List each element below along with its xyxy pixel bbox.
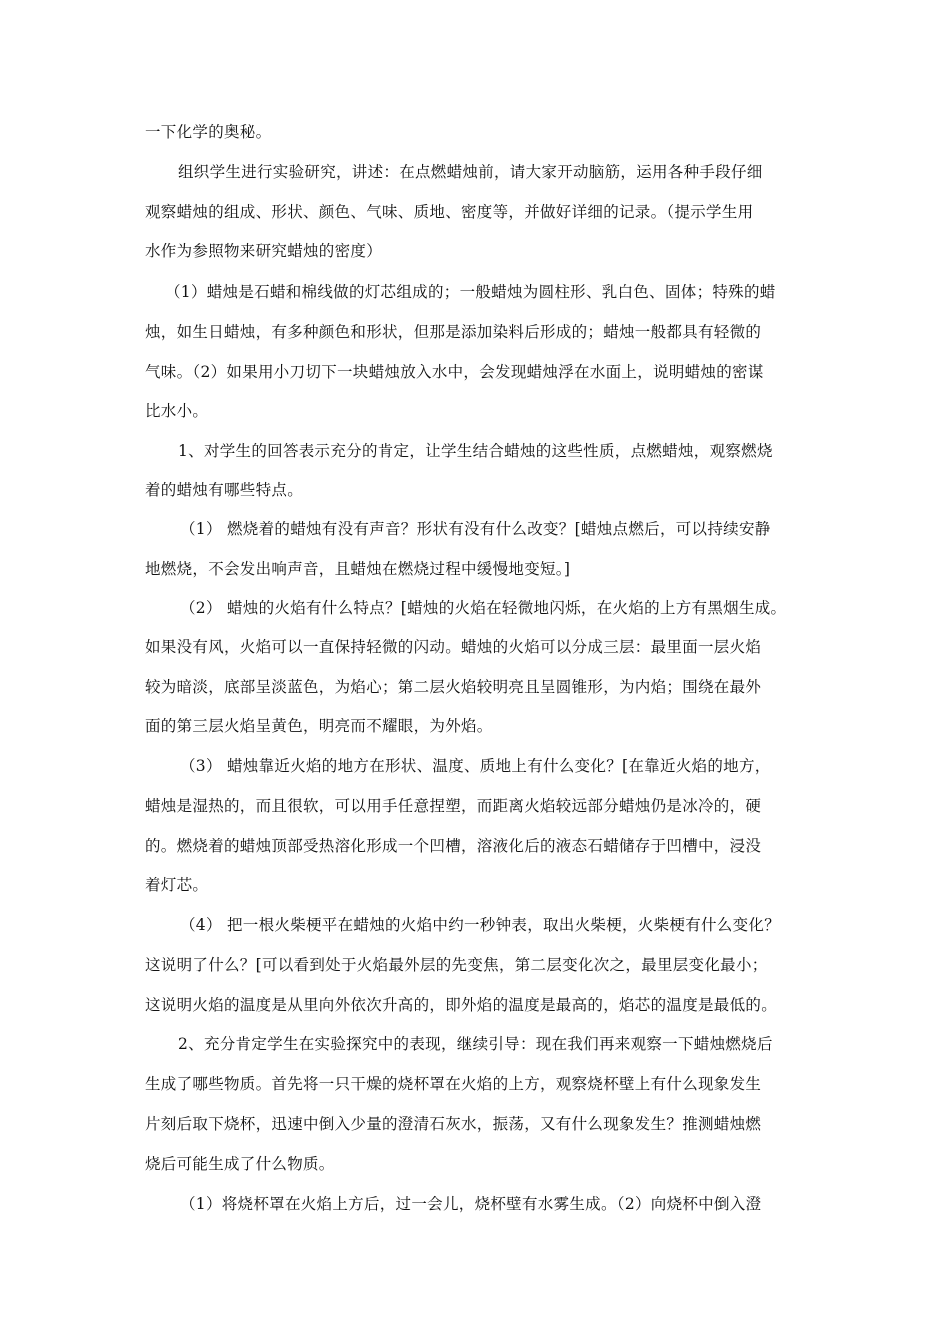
text-line: 这说明了什么？[可以看到处于火焰最外层的先变焦，第二层变化次之，最里层变化最小； bbox=[145, 956, 768, 974]
paragraph-start-line: 2、充分肯定学生在实验探究中的表现，继续引导：现在我们再来观察一下蜡烛燃烧后 bbox=[178, 1035, 773, 1053]
paragraph-start-line: （4） 把一根火柴梗平在蜡烛的火焰中约一秒钟表，取出火柴梗，火柴梗有什么变化？ bbox=[180, 916, 780, 934]
paragraph-start-line: 1、对学生的回答表示充分的肯定，让学生结合蜡烛的这些性质，点燃蜡烛，观察燃烧 bbox=[178, 442, 773, 460]
paragraph-start-line: （1）蜡烛是石蜡和棉线做的灯芯组成的；一般蜡烛为圆柱形、乳白色、固体；特殊的蜡 bbox=[165, 283, 776, 301]
text-line: 着灯芯。 bbox=[145, 876, 209, 894]
text-line: 如果没有风，火焰可以一直保持轻微的闪动。蜡烛的火焰可以分成三层：最里面一层火焰 bbox=[145, 638, 762, 656]
text-line: 生成了哪些物质。首先将一只干燥的烧杯罩在火焰的上方，观察烧杯壁上有什么现象发生 bbox=[145, 1075, 762, 1093]
paragraph-start-line: （1） 燃烧着的蜡烛有没有声音？形状有没有什么改变？[蜡烛点燃后，可以持续安静 bbox=[180, 520, 771, 538]
paragraph-start-line: （1）将烧杯罩在火焰上方后，过一会儿，烧杯壁有水雾生成。（2）向烧杯中倒入澄 bbox=[180, 1195, 762, 1213]
text-line: 烧后可能生成了什么物质。 bbox=[145, 1155, 335, 1173]
paragraph-start-line: （3） 蜡烛靠近火焰的地方在形状、温度、质地上有什么变化？[在靠近火焰的地方， bbox=[180, 757, 771, 775]
text-line: 观察蜡烛的组成、形状、颜色、气味、质地、密度等，并做好详细的记录。（提示学生用 bbox=[145, 203, 754, 221]
text-line: 烛，如生日蜡烛，有多种颜色和形状，但那是添加染料后形成的；蜡烛一般都具有轻微的 bbox=[145, 323, 762, 341]
text-line: 地燃烧，不会发出响声音，且蜡烛在燃烧过程中缓慢地变短。] bbox=[145, 560, 571, 578]
text-line: 面的第三层火焰呈黄色，明亮而不耀眼，为外焰。 bbox=[145, 717, 493, 735]
text-line: 比水小。 bbox=[145, 402, 209, 420]
text-line: 一下化学的奥秘。 bbox=[145, 123, 272, 141]
text-line: 这说明火焰的温度是从里向外依次升高的，即外焰的温度是最高的，焰芯的温度是最低的。 bbox=[145, 996, 778, 1014]
text-line: 着的蜡烛有哪些特点。 bbox=[145, 481, 304, 499]
paragraph-start-line: 组织学生进行实验研究，讲述：在点燃蜡烛前，请大家开动脑筋，运用各种手段仔细 bbox=[178, 163, 763, 181]
text-line: 蜡烛是湿热的，而且很软，可以用手任意捏塑，而距离火焰较远部分蜡烛仍是冰冷的，硬 bbox=[145, 797, 762, 815]
text-line: 片刻后取下烧杯，迅速中倒入少量的澄清石灰水，振荡，又有什么现象发生？推测蜡烛燃 bbox=[145, 1115, 762, 1133]
text-line: 的。燃烧着的蜡烛顶部受热溶化形成一个凹槽，溶液化后的液态石蜡储存于凹槽中，浸没 bbox=[145, 837, 762, 855]
text-line: 较为暗淡，底部呈淡蓝色，为焰心；第二层火焰较明亮且呈圆锥形，为内焰；围绕在最外 bbox=[145, 678, 762, 696]
text-line: 气味。（2）如果用小刀切下一块蜡烛放入水中，会发现蜡烛浮在水面上，说明蜡烛的密谋 bbox=[145, 363, 764, 381]
text-line: 水作为参照物来研究蜡烛的密度） bbox=[145, 242, 383, 260]
paragraph-start-line: （2） 蜡烛的火焰有什么特点？[蜡烛的火焰在轻微地闪烁，在火焰的上方有黑烟生成。 bbox=[180, 599, 787, 617]
